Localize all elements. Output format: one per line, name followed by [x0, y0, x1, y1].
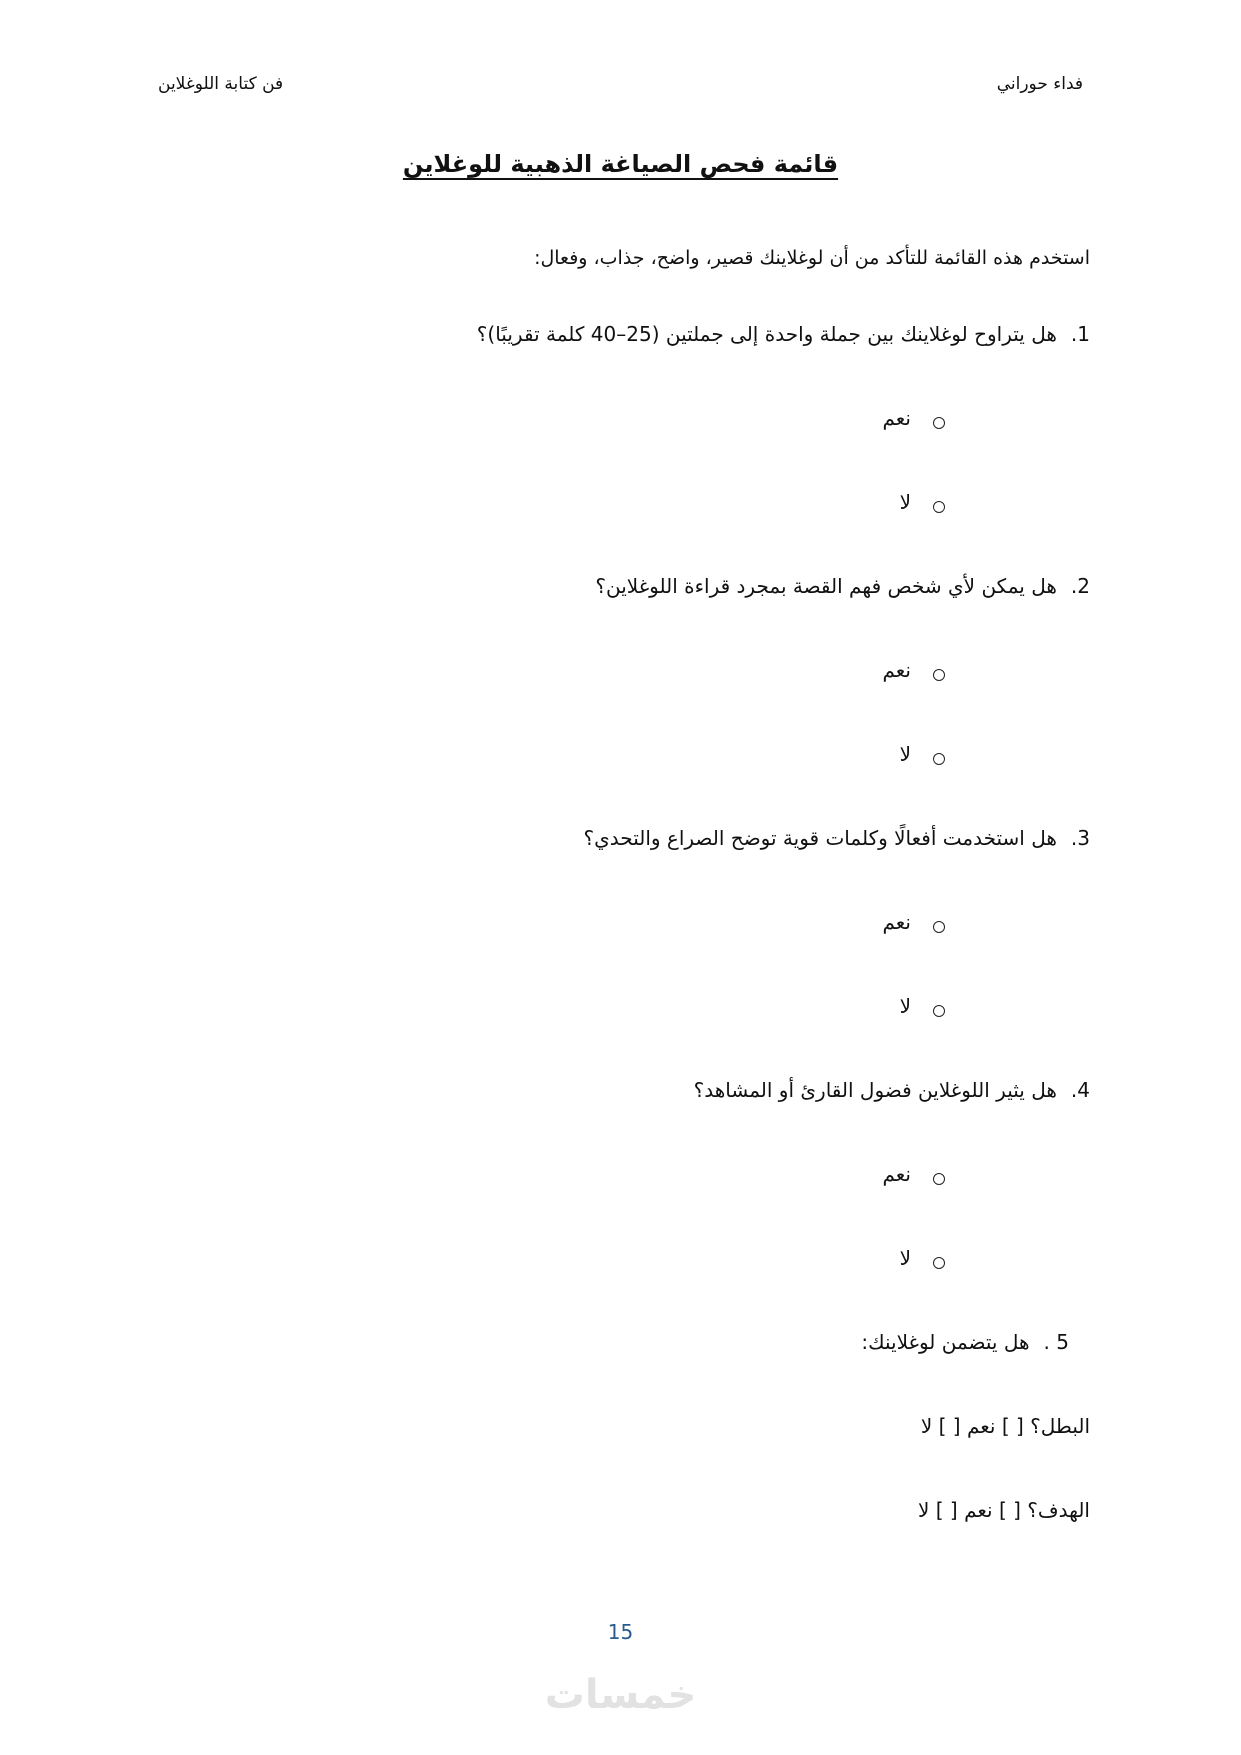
question-1 — [477, 322, 1090, 346]
question-text: هل يتضمن لوغلاينك: — [861, 1330, 1030, 1354]
question-1-option-no[interactable] — [900, 490, 945, 514]
page-title — [0, 150, 1241, 178]
page-number: 15 — [607, 1620, 634, 1644]
option-label: لا — [899, 490, 911, 514]
circle-bullet-icon — [933, 501, 945, 513]
option-label: لا — [899, 994, 911, 1018]
question-number: 5 . — [1043, 1330, 1069, 1354]
question-5 — [861, 1330, 1069, 1354]
intro-paragraph: استخدم هذه القائمة للتأكد من أن لوغلاينك قصير، واضح، جذاب، وفعال: — [534, 247, 1090, 269]
option-label: نعم — [882, 910, 911, 934]
circle-bullet-icon — [933, 921, 945, 933]
question-text: هل يمكن لأي شخص فهم القصة بمجرد قراءة اللوغلاين؟ — [595, 574, 1057, 598]
circle-bullet-icon — [933, 417, 945, 429]
question-number: 1. — [1070, 322, 1090, 346]
option-label: نعم — [882, 406, 911, 430]
question-2 — [595, 574, 1090, 598]
question-text: هل استخدمت أفعالًا وكلمات قوية توضح الصراع والتحدي؟ — [583, 826, 1057, 850]
checklist-item-hero[interactable]: البطل؟ [ ] نعم [ ] لا — [920, 1414, 1090, 1438]
header-author-name: فداء حوراني — [996, 74, 1083, 94]
circle-bullet-icon — [933, 753, 945, 765]
question-number: 2. — [1070, 574, 1090, 598]
page-title-text: قائمة فحص الصياغة الذهبية للوغلاين — [402, 150, 839, 178]
checklist-item-goal[interactable]: الهدف؟ [ ] نعم [ ] لا — [917, 1498, 1090, 1522]
question-4 — [694, 1078, 1090, 1102]
question-4-option-no[interactable] — [900, 1246, 945, 1270]
option-label: لا — [899, 1246, 911, 1270]
question-3 — [584, 826, 1090, 850]
question-3-option-no[interactable] — [900, 994, 945, 1018]
question-text: هل يثير اللوغلاين فضول القارئ أو المشاهد؟ — [693, 1078, 1057, 1102]
option-label: لا — [899, 742, 911, 766]
watermark-logo: خمسات — [544, 1672, 697, 1718]
question-3-option-yes[interactable] — [882, 910, 945, 934]
circle-bullet-icon — [933, 1173, 945, 1185]
circle-bullet-icon — [933, 1005, 945, 1017]
question-2-option-yes[interactable] — [882, 658, 945, 682]
circle-bullet-icon — [933, 669, 945, 681]
question-2-option-no[interactable] — [900, 742, 945, 766]
question-text: هل يتراوح لوغلاينك بين جملة واحدة إلى جملتين (25–40 كلمة تقريبًا)؟ — [476, 322, 1057, 346]
question-1-option-yes[interactable] — [882, 406, 945, 430]
option-label: نعم — [882, 1162, 911, 1186]
circle-bullet-icon — [933, 1257, 945, 1269]
question-number: 4. — [1070, 1078, 1090, 1102]
header-book-title: فن كتابة اللوغلاين — [158, 74, 284, 94]
question-4-option-yes[interactable] — [882, 1162, 945, 1186]
question-number: 3. — [1070, 826, 1090, 850]
option-label: نعم — [882, 658, 911, 682]
